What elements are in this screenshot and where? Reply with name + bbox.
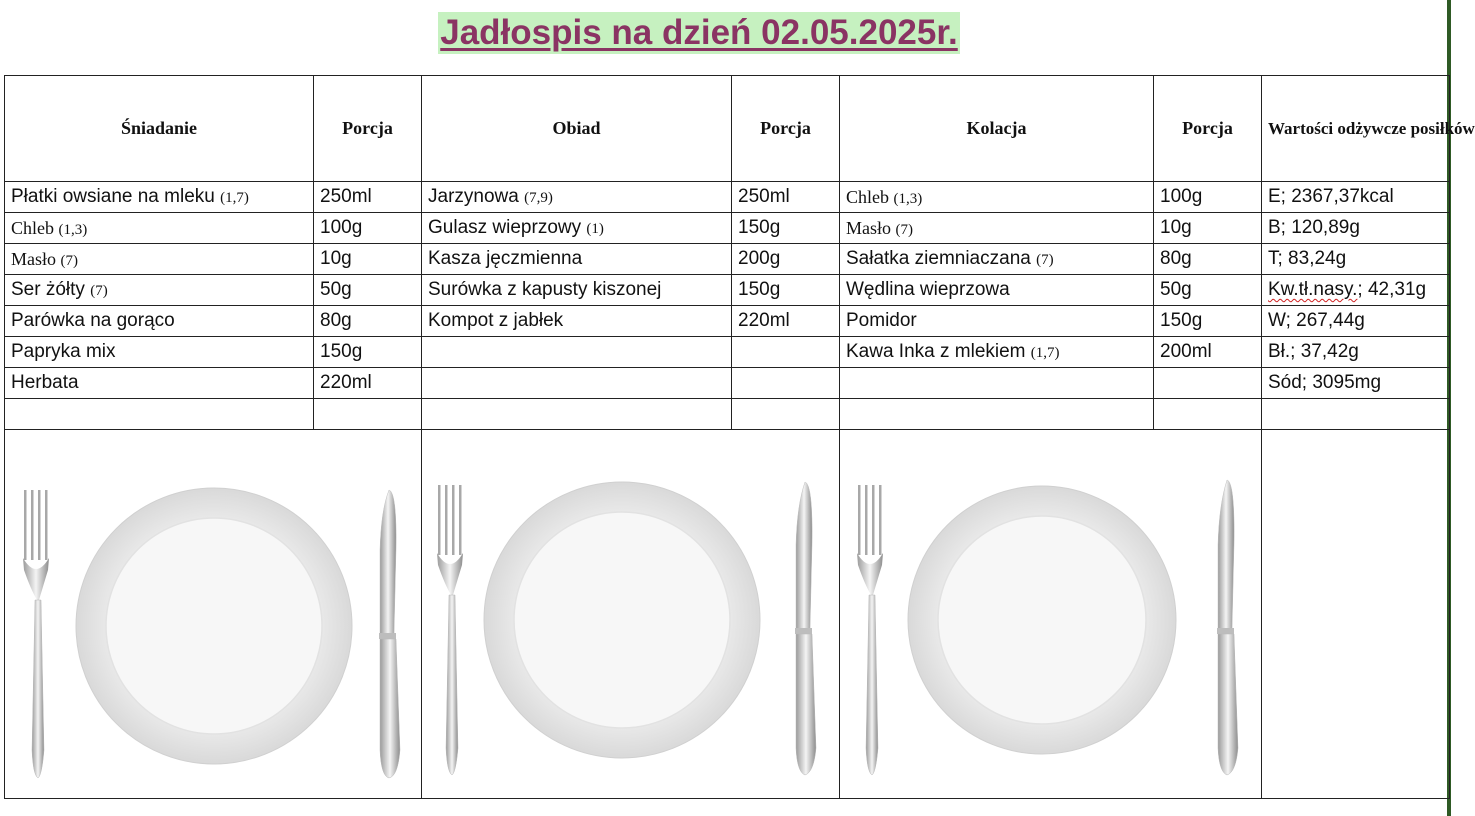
table-row xyxy=(5,368,1450,399)
nutrition-value xyxy=(1262,275,1450,306)
allergen-code: (7,9) xyxy=(524,190,553,206)
breakfast-item xyxy=(5,275,314,306)
lunch-item xyxy=(422,306,732,337)
lunch-portion: 150g xyxy=(732,275,840,306)
dinner-image-cell xyxy=(840,430,1262,799)
item-name: Parówka na gorąco xyxy=(11,310,175,331)
breakfast-portion: 250ml xyxy=(314,182,422,213)
item-name: Chleb xyxy=(11,217,54,238)
table-row xyxy=(5,182,1450,213)
dinner-item xyxy=(840,182,1154,213)
allergen-code: (1) xyxy=(586,221,604,237)
nutrition-value: T; 83,24g xyxy=(1262,244,1450,275)
nutrition-amount: ; 42,31g xyxy=(1357,279,1427,300)
dinner-item xyxy=(840,306,1154,337)
lunch-portion: 200g xyxy=(732,244,840,275)
table-row xyxy=(5,275,1450,306)
item-name: Surówka z kapusty kiszonej xyxy=(428,279,662,300)
nutrition-value: B; 120,89g xyxy=(1262,213,1450,244)
header-breakfast: Śniadanie xyxy=(5,76,314,182)
item-name: Ser żółty xyxy=(11,279,85,300)
lunch-image-cell xyxy=(422,430,840,799)
allergen-code: (1,3) xyxy=(893,190,923,207)
allergen-code: (1,7) xyxy=(220,190,249,206)
dinner-item xyxy=(840,244,1154,275)
item-name: Kawa Inka z mlekiem xyxy=(846,341,1026,362)
header-row xyxy=(5,76,1450,182)
item-name: Gulasz wieprzowy xyxy=(428,217,582,238)
table-row xyxy=(5,244,1450,275)
plate-icon xyxy=(908,486,1176,754)
lunch-item xyxy=(422,182,732,213)
allergen-code: (7) xyxy=(1036,252,1054,268)
breakfast-portion: 10g xyxy=(314,244,422,275)
table-row xyxy=(5,306,1450,337)
dinner-portion: 200ml xyxy=(1154,337,1262,368)
table-row xyxy=(5,213,1450,244)
dinner-portion: 80g xyxy=(1154,244,1262,275)
place-setting-image xyxy=(846,430,1256,798)
lunch-item xyxy=(422,275,732,306)
place-setting-image xyxy=(8,430,418,798)
breakfast-item xyxy=(5,182,314,213)
breakfast-item xyxy=(5,368,314,399)
fork-icon xyxy=(23,490,49,778)
breakfast-item xyxy=(5,213,314,244)
knife-icon xyxy=(1217,480,1238,775)
item-name: Chleb xyxy=(846,186,889,207)
dinner-item xyxy=(840,275,1154,306)
item-name: Masło xyxy=(11,248,56,269)
dinner-portion: 10g xyxy=(1154,213,1262,244)
nutrition-value: E; 2367,37kcal xyxy=(1262,182,1450,213)
empty-cell xyxy=(732,399,840,430)
breakfast-portion: 220ml xyxy=(314,368,422,399)
place-setting-image xyxy=(426,430,836,798)
dinner-portion: 50g xyxy=(1154,275,1262,306)
dinner-portion: 100g xyxy=(1154,182,1262,213)
allergen-code: (1,7) xyxy=(1030,345,1060,361)
empty-cell xyxy=(1154,399,1262,430)
page-title: Jadłospis na dzień 02.05.2025r. xyxy=(440,13,958,52)
dinner-portion: 150g xyxy=(1154,306,1262,337)
item-name: Wędlina wieprzowa xyxy=(846,279,1010,300)
nutrition-value: Sód; 3095mg xyxy=(1262,368,1450,399)
knife-icon xyxy=(795,482,816,775)
item-name: Herbata xyxy=(11,372,79,393)
lunch-portion: 250ml xyxy=(732,182,840,213)
dinner-item xyxy=(840,337,1154,368)
nutrition-label-spellcheck: Kw.tł.nasy. xyxy=(1268,279,1358,300)
plate-icon xyxy=(484,482,760,758)
knife-icon xyxy=(379,490,400,778)
fork-icon xyxy=(437,485,463,775)
lunch-item xyxy=(422,368,732,399)
lunch-item xyxy=(422,213,732,244)
breakfast-item xyxy=(5,244,314,275)
title-wrap xyxy=(0,12,1398,54)
breakfast-portion: 100g xyxy=(314,213,422,244)
nutrition-value: W; 267,44g xyxy=(1262,306,1450,337)
menu-table xyxy=(4,75,1475,799)
header-portion-dinner: Porcja xyxy=(1154,76,1262,182)
header-lunch: Obiad xyxy=(422,76,732,182)
empty-cell xyxy=(1262,399,1450,430)
breakfast-item xyxy=(5,337,314,368)
allergen-code: (7) xyxy=(60,252,78,269)
empty-cell xyxy=(5,399,314,430)
header-dinner: Kolacja xyxy=(840,76,1154,182)
fork-icon xyxy=(857,485,883,775)
item-name: Kasza jęczmienna xyxy=(428,248,583,269)
allergen-code: (7) xyxy=(895,221,913,238)
item-name: Masło xyxy=(846,217,891,238)
lunch-item xyxy=(422,244,732,275)
breakfast-portion: 50g xyxy=(314,275,422,306)
item-name: Papryka mix xyxy=(11,341,116,362)
lunch-item xyxy=(422,337,732,368)
breakfast-image-cell xyxy=(5,430,422,799)
breakfast-portion: 150g xyxy=(314,337,422,368)
lunch-portion: 220ml xyxy=(732,306,840,337)
item-name: Jarzynowa xyxy=(428,186,519,207)
dinner-item xyxy=(840,213,1154,244)
header-portion-breakfast: Porcja xyxy=(314,76,422,182)
item-name: Płatki owsiane na mleku xyxy=(11,186,215,207)
nutrition-value: Bł.; 37,42g xyxy=(1262,337,1450,368)
dinner-portion xyxy=(1154,368,1262,399)
empty-cell xyxy=(840,399,1154,430)
nutrition-image-cell-empty xyxy=(1262,430,1450,799)
lunch-portion xyxy=(732,368,840,399)
item-name: Pomidor xyxy=(846,310,917,331)
header-portion-lunch: Porcja xyxy=(732,76,840,182)
breakfast-item xyxy=(5,306,314,337)
item-name: Kompot z jabłek xyxy=(428,310,564,331)
table-row xyxy=(5,337,1450,368)
breakfast-portion: 80g xyxy=(314,306,422,337)
image-row xyxy=(5,430,1450,799)
table-row-empty xyxy=(5,399,1450,430)
dinner-item xyxy=(840,368,1154,399)
empty-cell xyxy=(314,399,422,430)
allergen-code: (7) xyxy=(90,283,108,299)
header-nutrition: Wartości odżywcze posiłków xyxy=(1262,76,1450,182)
item-name: Sałatka ziemniaczana xyxy=(846,248,1031,269)
plate-icon xyxy=(76,488,352,764)
lunch-portion xyxy=(732,337,840,368)
empty-cell xyxy=(422,399,732,430)
lunch-portion: 150g xyxy=(732,213,840,244)
allergen-code: (1,3) xyxy=(58,221,88,238)
